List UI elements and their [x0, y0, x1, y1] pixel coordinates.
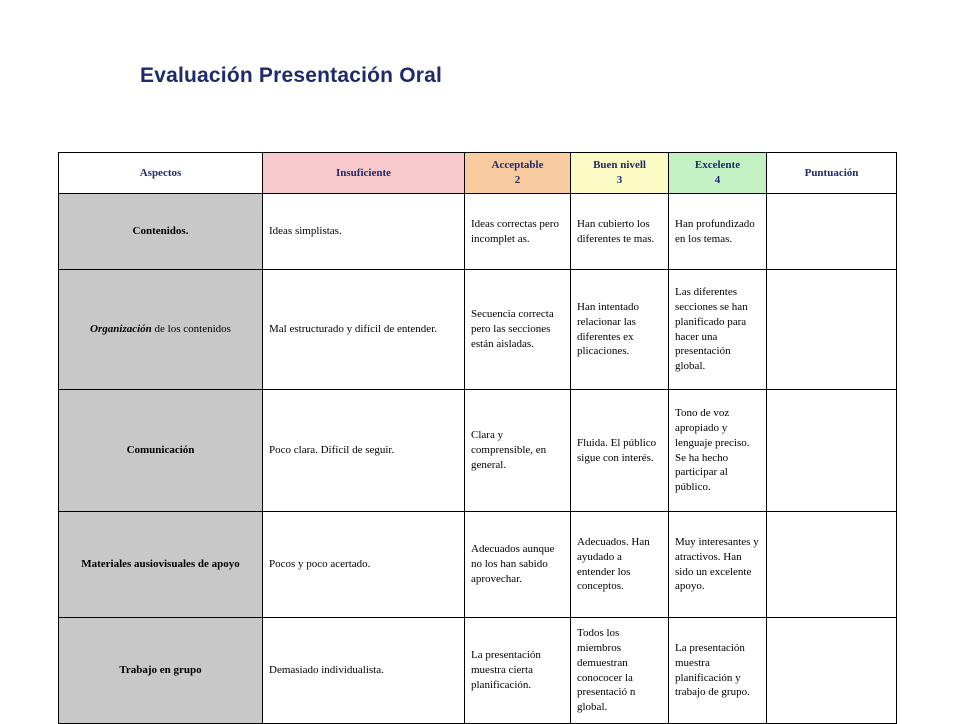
- excelente-cell: Las diferentes secciones se han planificado para hacer una presentación global.: [669, 270, 767, 390]
- header-aceptable-label: Acceptable: [491, 159, 544, 172]
- insuficiente-cell: Mal estructurado y difícil de entender.: [263, 270, 465, 390]
- table-row: [59, 390, 897, 512]
- excelente-cell: Han profundizado en los temas.: [669, 194, 767, 270]
- header-excelente-label: Excelente: [694, 159, 741, 172]
- header-aspectos: Aspectos: [59, 153, 263, 194]
- page-title: Evaluación Presentación Oral: [140, 64, 443, 87]
- puntuacion-cell: [767, 270, 897, 390]
- header-aceptable: [465, 153, 571, 194]
- header-insuficiente: Insuficiente: [263, 153, 465, 194]
- buen-nivel-cell: Todos los miembros demuestran conococer la presentació n global.: [571, 618, 669, 724]
- table-row: [59, 512, 897, 618]
- buen-nivel-cell: Fluida. El público sigue con interés.: [571, 390, 669, 512]
- header-puntuacion: Puntuación: [767, 153, 897, 194]
- header-buen-nivel-score: 3: [616, 174, 623, 186]
- header-row: [59, 153, 897, 194]
- excelente-cell: Muy interesantes y atractivos. Han sido un excelente apoyo.: [669, 512, 767, 618]
- aspect-cell: [59, 270, 263, 390]
- aceptable-cell: La presentación muestra cierta planificación.: [465, 618, 571, 724]
- table-row: [59, 194, 897, 270]
- table-row: [59, 618, 897, 724]
- excelente-cell: La presentación muestra planificación y trabajo de grupo.: [669, 618, 767, 724]
- aspect-cell: Materiales ausiovisuales de apoyo: [59, 512, 263, 618]
- buen-nivel-cell: Han cubierto los diferentes te mas.: [571, 194, 669, 270]
- excelente-cell: Tono de voz apropiado y lenguaje preciso. Se ha hecho participar al público.: [669, 390, 767, 512]
- aspect-rest-text: de los contenidos: [151, 323, 231, 336]
- aceptable-cell: Adecuados aunque no los han sabido aprovechar.: [465, 512, 571, 618]
- table-row: [59, 270, 897, 390]
- header-excelente-score: 4: [714, 174, 721, 186]
- header-buen-nivel: [571, 153, 669, 194]
- puntuacion-cell: [767, 390, 897, 512]
- aspect-cell: Trabajo en grupo: [59, 618, 263, 724]
- puntuacion-cell: [767, 194, 897, 270]
- aceptable-cell: Clara y comprensible, en general.: [465, 390, 571, 512]
- aceptable-cell: Ideas correctas pero incomplet as.: [465, 194, 571, 270]
- insuficiente-cell: Demasiado individualista.: [263, 618, 465, 724]
- header-buen-nivel-label: Buen nivell: [593, 159, 646, 172]
- insuficiente-cell: Poco clara. Difícil de seguir.: [263, 390, 465, 512]
- aspect-cell: Contenidos.: [59, 194, 263, 270]
- aspect-cell: Comunicación: [59, 390, 263, 512]
- insuficiente-cell: Ideas simplistas.: [263, 194, 465, 270]
- buen-nivel-cell: Han intentado relacionar las diferentes ex plicaciones.: [571, 270, 669, 390]
- aceptable-cell: Secuencia correcta pero las secciones están aisladas.: [465, 270, 571, 390]
- aspect-bold-text: Organización: [90, 323, 152, 336]
- buen-nivel-cell: Adecuados. Han ayudado a entender los conceptos.: [571, 512, 669, 618]
- rubric-table: [58, 152, 897, 724]
- header-excelente: [669, 153, 767, 194]
- puntuacion-cell: [767, 512, 897, 618]
- insuficiente-cell: Pocos y poco acertado.: [263, 512, 465, 618]
- puntuacion-cell: [767, 618, 897, 724]
- header-aceptable-score: 2: [514, 174, 521, 186]
